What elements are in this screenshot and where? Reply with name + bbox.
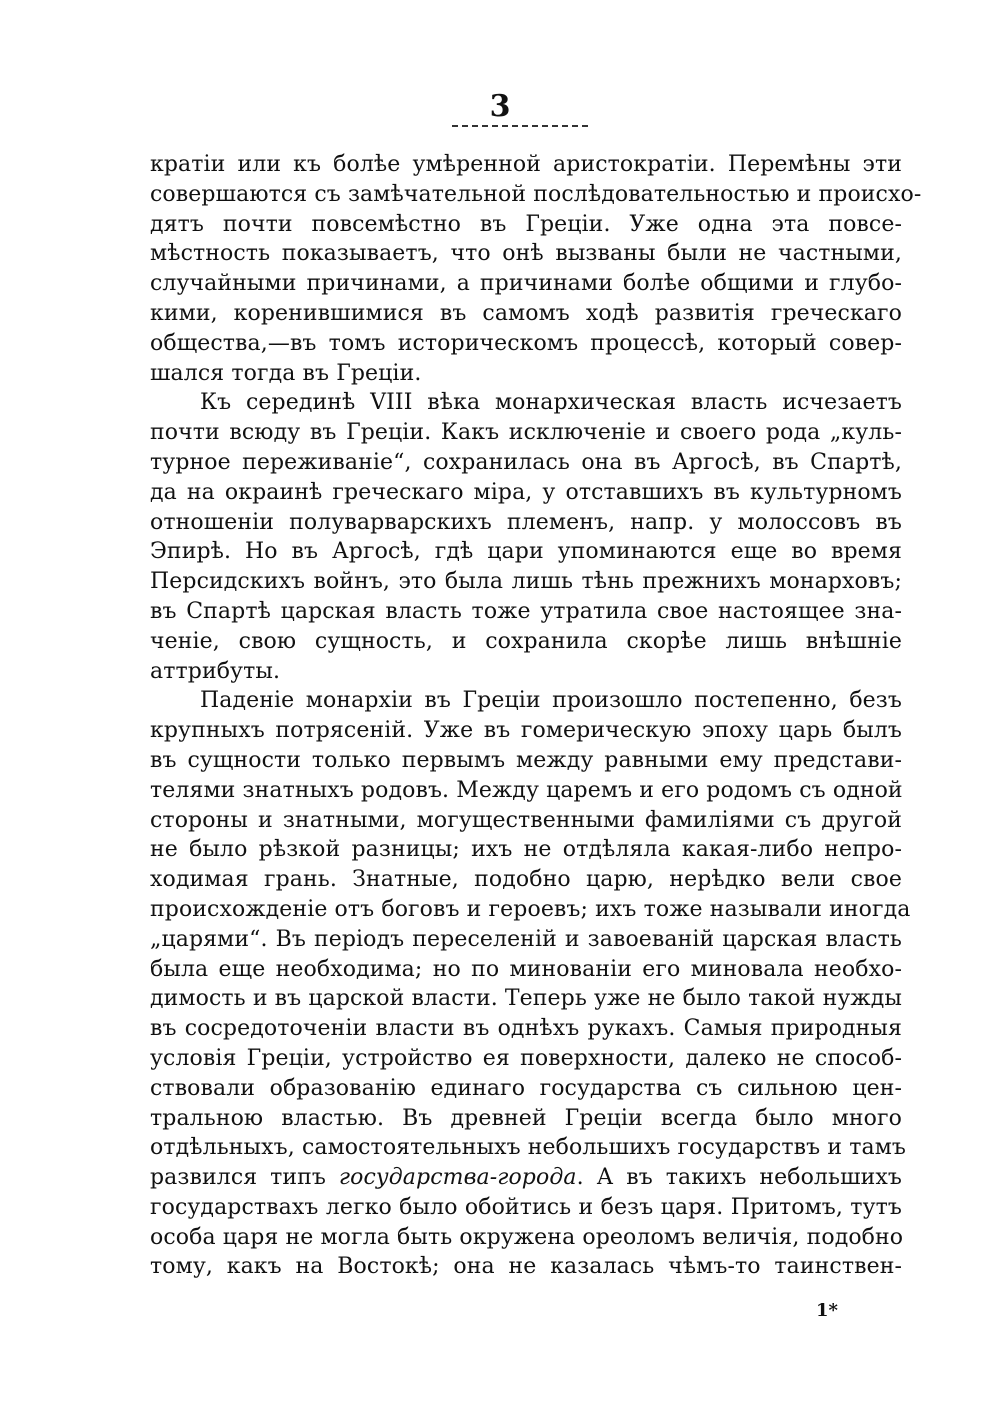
text-line: тому, какъ на Востокѣ; она не казалась чѣмъ-то таинствен- xyxy=(150,1254,902,1280)
italic-term: государства-города xyxy=(338,1165,577,1191)
signature-mark: 1* xyxy=(816,1300,838,1321)
header-rule xyxy=(452,125,588,127)
text-line: шался тогда въ Греціи. xyxy=(150,360,422,386)
text-line: мѣстность показываетъ, что онѣ вызваны были не частными, xyxy=(150,241,902,267)
text-line: кратіи или къ болѣе умѣренной аристократіи. Перемѣны эти xyxy=(150,152,902,177)
page-number: 3 xyxy=(489,89,511,124)
text-line: въ Спартѣ царская власть тоже утратила свое настоящее зна- xyxy=(150,598,902,624)
paragraph-start-line: Паденіе монархіи въ Греціи произошло постепенно, безъ xyxy=(200,688,902,714)
text-line: да на окраинѣ греческаго міра, у отставшихъ въ культурномъ xyxy=(150,479,902,505)
text-line: государствахъ легко было обойтись и безъ царя. Притомъ, тутъ xyxy=(150,1194,902,1220)
text-line: „царями“. Въ періодъ переселеній и завоеваній царская власть xyxy=(150,926,902,952)
text-line: аттрибуты. xyxy=(150,658,281,684)
text-line: почти всюду въ Греціи. Какъ исключеніе и своего рода „куль- xyxy=(150,420,902,446)
text-line: турное переживаніе“, сохранилась она въ Аргосѣ, въ Спартѣ, xyxy=(150,449,902,475)
text-line: димость и въ царской власти. Теперь уже не было такой нужды xyxy=(150,986,903,1012)
text-line: телями знатныхъ родовъ. Между царемъ и его родомъ съ одной xyxy=(150,777,903,803)
text-line: происхожденіе отъ боговъ и героевъ; ихъ тоже называли иногда xyxy=(150,896,911,922)
text-line: ходимая грань. Знатные, подобно царю, нерѣдко вели свое xyxy=(150,867,902,893)
text-line: ченіе, свою сущность, и сохранила скорѣе лишь внѣшніе xyxy=(150,628,902,654)
text-line: крупныхъ потрясеній. Уже въ гомерическую эпоху царь былъ xyxy=(150,718,902,744)
text-line: кими, коренившимися въ самомъ ходѣ развитія греческаго xyxy=(150,300,902,326)
text-body xyxy=(150,150,922,1282)
text-line: стороны и знатными, могущественными фамиліями съ другой xyxy=(150,807,902,833)
text-line: совершаются съ замѣчательной послѣдовательностью и происхо- xyxy=(150,181,922,207)
text-line: отношеніи полуварварскихъ племенъ, напр. у молоссовъ въ xyxy=(150,509,902,535)
text-line: Эпирѣ. Но въ Аргосѣ, гдѣ цари упоминаются еще во время xyxy=(150,539,902,565)
text-line: въ сосредоточеніи власти въ однѣхъ рукахъ. Самыя природныя xyxy=(150,1016,902,1042)
text-segment: . А въ такихъ небольшихъ xyxy=(576,1165,902,1191)
text-line: случайными причинами, а причинами болѣе общими и глубо- xyxy=(150,271,902,297)
paragraph-start-line: Къ серединѣ VIII вѣка монархическая власть исчезаетъ xyxy=(200,390,902,416)
text-line: не было рѣзкой разницы; ихъ не отдѣляла какая-либо непро- xyxy=(150,837,902,863)
text-line: особа царя не могла быть окружена ореоломъ величія, подобно xyxy=(150,1224,904,1250)
text-line: тральною властью. Въ древней Греціи всегда было много xyxy=(150,1105,902,1131)
text-line: условія Греціи, устройство ея поверхности, далеко не способ- xyxy=(150,1045,902,1071)
text-line: общества,—въ томъ историческомъ процессѣ, который совер- xyxy=(150,330,902,356)
text-line: была еще необходима; но по минованіи его миновала необхо- xyxy=(150,956,902,982)
text-segment: развился типъ xyxy=(150,1165,339,1191)
text-line: дятъ почти повсемѣстно въ Греціи. Уже одна эта повсе- xyxy=(150,211,902,237)
text-line: отдѣльныхъ, самостоятельныхъ небольшихъ государствъ и тамъ xyxy=(150,1135,907,1161)
text-line: ствовали образованію единаго государства съ сильною цен- xyxy=(150,1075,902,1101)
text-line-with-italic xyxy=(150,1163,902,1193)
text-line: Персидскихъ войнъ, это была лишь тѣнь прежнихъ монарховъ; xyxy=(150,569,902,595)
text-line: въ сущности только первымъ между равными ему представи- xyxy=(150,747,902,773)
